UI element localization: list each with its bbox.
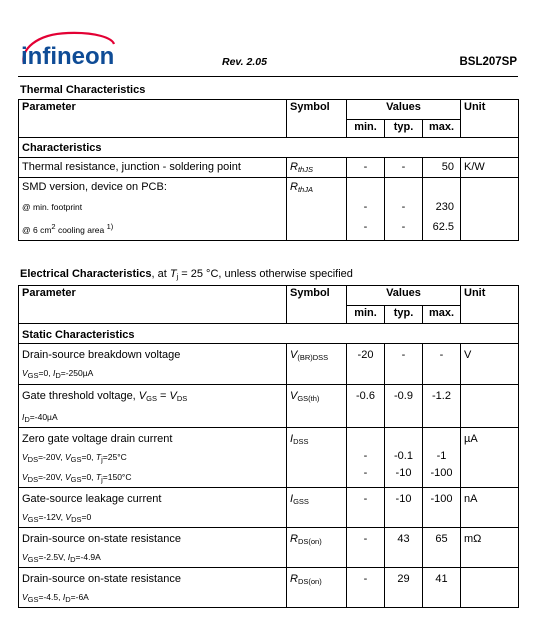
typ-cell: - - [385, 178, 423, 241]
col-min: min. [347, 120, 385, 138]
typ-cell: - [385, 344, 423, 385]
unit-cell: µA [461, 428, 519, 488]
typ-cell: -10 [385, 488, 423, 528]
symbol-cell: $R_{thJS}$ [287, 158, 347, 178]
symbol-cell: $I_{GSS}$ [287, 488, 347, 528]
typ-cell: -0.1 -10 [385, 428, 423, 488]
typ-cell: 29 [385, 568, 423, 608]
typ-cell: -0.9 [385, 385, 423, 428]
unit-cell: V [461, 344, 519, 385]
symbol-cell: $V_{(BR)DSS}$ [287, 344, 347, 385]
col-values: Values [347, 286, 461, 306]
symbol-cell: $I_{DSS}$ [287, 428, 347, 488]
symbol-cell: $R_{DS(on)}$ [287, 568, 347, 608]
electrical-header-row [19, 286, 519, 306]
col-typ: typ. [385, 306, 423, 324]
param-cell: Drain-source breakdown voltage VGS=0, ID=-250µA [19, 344, 287, 385]
logo-wordmark: infineon [21, 43, 115, 70]
thermal-group-label: Characteristics [19, 138, 519, 158]
unit-cell: mΩ [461, 528, 519, 568]
unit-cell: K/W [461, 158, 519, 178]
typ-cell: - [385, 158, 423, 178]
electrical-group-label: Static Characteristics [19, 324, 519, 344]
unit-cell [461, 568, 519, 608]
thermal-table [18, 99, 519, 241]
table-row [19, 528, 519, 568]
max-cell: 41 [423, 568, 461, 608]
min-cell: - [347, 568, 385, 608]
part-number: BSL207SP [459, 56, 517, 68]
table-row [19, 178, 519, 241]
unit-cell [461, 178, 519, 241]
col-symbol: Symbol [287, 100, 347, 138]
max-cell: -1.2 [423, 385, 461, 428]
param-cell: Drain-source on-state resistance VGS=-4.5, ID=-6A [19, 568, 287, 608]
col-min: min. [347, 306, 385, 324]
col-parameter: Parameter [19, 100, 287, 138]
table-row [19, 158, 519, 178]
min-cell: - [347, 488, 385, 528]
min-cell: - - [347, 428, 385, 488]
param-cell: Gate threshold voltage, $V_{GS} = V_{DS}$ ID=-40µA [19, 385, 287, 428]
table-row [19, 344, 519, 385]
col-unit: Unit [461, 286, 519, 324]
header-rule [18, 76, 518, 77]
col-max: max. [423, 120, 461, 138]
thermal-section-title: Thermal Characteristics [20, 84, 146, 96]
table-row [19, 428, 519, 488]
electrical-table [18, 285, 519, 608]
col-unit: Unit [461, 100, 519, 138]
max-cell: -1 -100 [423, 428, 461, 488]
max-cell: -100 [423, 488, 461, 528]
max-cell: - [423, 344, 461, 385]
symbol-cell: $R_{thJA}$ [287, 178, 347, 241]
thermal-header-row [19, 100, 519, 120]
min-cell: -20 [347, 344, 385, 385]
infineon-logo [18, 30, 116, 74]
param-cell: Thermal resistance, junction - soldering point [19, 158, 287, 178]
symbol-cell: $V_{GS(th)}$ [287, 385, 347, 428]
revision-label: Rev. 2.05 [222, 56, 267, 68]
table-row [19, 385, 519, 428]
param-cell: Gate-source leakage current VGS=-12V, VDS=0 [19, 488, 287, 528]
table-row [19, 488, 519, 528]
min-cell: - [347, 528, 385, 568]
col-values: Values [347, 100, 461, 120]
col-symbol: Symbol [287, 286, 347, 324]
min-cell: - [347, 158, 385, 178]
max-cell: 50 [423, 158, 461, 178]
max-cell: 230 62.5 [423, 178, 461, 241]
max-cell: 65 [423, 528, 461, 568]
param-cell: Zero gate voltage drain current VDS=-20V, VGS=0, Tj=25°C VDS=-20V, VGS=0, Tj=150°C [19, 428, 287, 488]
min-cell: - - [347, 178, 385, 241]
min-cell: -0.6 [347, 385, 385, 428]
col-parameter: Parameter [19, 286, 287, 324]
unit-cell: nA [461, 488, 519, 528]
col-max: max. [423, 306, 461, 324]
typ-cell: 43 [385, 528, 423, 568]
electrical-section-title: Electrical Characteristics, at $T_j = 25$ °C, unless otherwise specified [20, 268, 353, 281]
unit-cell [461, 385, 519, 428]
param-cell: Drain-source on-state resistance VGS=-2.5V, ID=-4.9A [19, 528, 287, 568]
symbol-cell: $R_{DS(on)}$ [287, 528, 347, 568]
table-row [19, 568, 519, 608]
param-cell: SMD version, device on PCB: @ min. footprint @ 6 cm2 cooling area 1) [19, 178, 287, 241]
col-typ: typ. [385, 120, 423, 138]
